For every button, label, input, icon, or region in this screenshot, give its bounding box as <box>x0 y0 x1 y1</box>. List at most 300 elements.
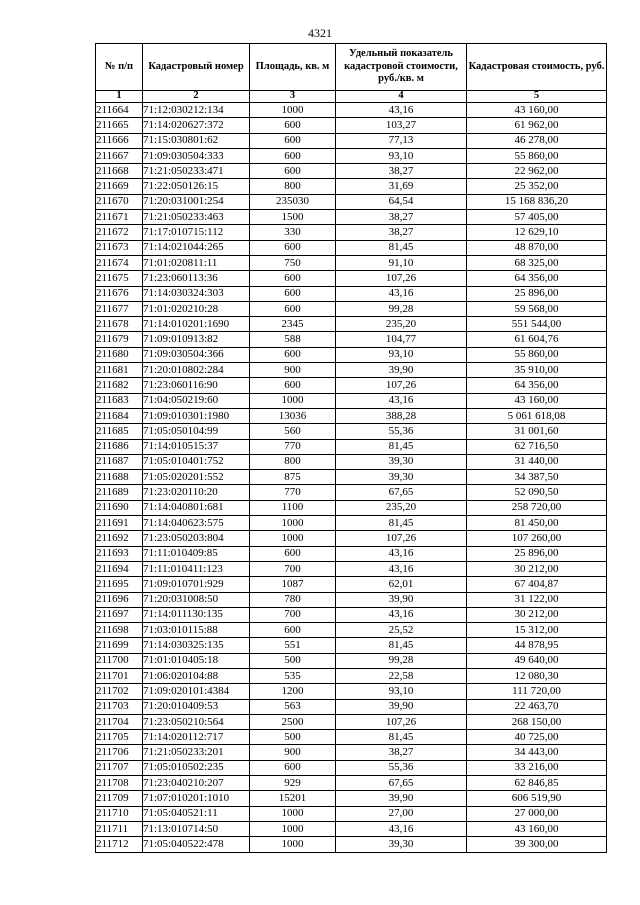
cell-row-number: 211685 <box>96 424 143 439</box>
cell-row-number: 211668 <box>96 164 143 179</box>
table-row <box>96 546 607 561</box>
cell-cadastral-number: 71:14:010201:1690 <box>143 317 250 332</box>
cell-cadastral-value: 22 962,00 <box>467 164 607 179</box>
cell-cadastral-number: 71:01:010405:18 <box>143 653 250 668</box>
table-row <box>96 623 607 638</box>
table-row <box>96 454 607 469</box>
cell-row-number: 211691 <box>96 516 143 531</box>
cell-specific-value: 39,90 <box>336 592 467 607</box>
cell-row-number: 211670 <box>96 194 143 209</box>
cell-area: 600 <box>250 118 336 133</box>
cell-area: 13036 <box>250 408 336 423</box>
cell-cadastral-value: 25 896,00 <box>467 286 607 301</box>
cell-cadastral-number: 71:14:011130:135 <box>143 607 250 622</box>
cell-specific-value: 93,10 <box>336 684 467 699</box>
cell-specific-value: 81,45 <box>336 240 467 255</box>
cell-cadastral-value: 15 312,00 <box>467 623 607 638</box>
table-row <box>96 332 607 347</box>
cell-row-number: 211677 <box>96 301 143 316</box>
table-row <box>96 699 607 714</box>
cell-cadastral-value: 31 001,60 <box>467 424 607 439</box>
cell-specific-value: 25,52 <box>336 623 467 638</box>
cell-area: 235030 <box>250 194 336 209</box>
cell-cadastral-number: 71:09:010913:82 <box>143 332 250 347</box>
cell-row-number: 211700 <box>96 653 143 668</box>
cell-cadastral-number: 71:07:010201:1010 <box>143 791 250 806</box>
cell-row-number: 211712 <box>96 837 143 852</box>
cell-area: 929 <box>250 776 336 791</box>
cell-cadastral-value: 34 443,00 <box>467 745 607 760</box>
table-row <box>96 424 607 439</box>
table-row <box>96 164 607 179</box>
cell-area: 1000 <box>250 821 336 836</box>
table-row <box>96 118 607 133</box>
cell-area: 1200 <box>250 684 336 699</box>
cell-cadastral-number: 71:22:050126:15 <box>143 179 250 194</box>
table-row <box>96 347 607 362</box>
table-row <box>96 531 607 546</box>
cell-area: 535 <box>250 668 336 683</box>
cell-specific-value: 77,13 <box>336 133 467 148</box>
cell-cadastral-number: 71:14:010515:37 <box>143 439 250 454</box>
cell-cadastral-number: 71:06:020104:88 <box>143 668 250 683</box>
table-row <box>96 439 607 454</box>
cell-cadastral-number: 71:20:010409:53 <box>143 699 250 714</box>
table-row <box>96 133 607 148</box>
cell-area: 563 <box>250 699 336 714</box>
cell-area: 600 <box>250 347 336 362</box>
cell-cadastral-number: 71:09:020101:4384 <box>143 684 250 699</box>
header-cadastral-number: Кадастровый номер <box>143 44 250 91</box>
table-row <box>96 653 607 668</box>
cell-specific-value: 81,45 <box>336 516 467 531</box>
table-row <box>96 363 607 378</box>
cell-specific-value: 67,65 <box>336 485 467 500</box>
table-row <box>96 760 607 775</box>
table-body <box>96 103 607 853</box>
cell-cadastral-number: 71:14:020112:717 <box>143 730 250 745</box>
cell-cadastral-number: 71:14:021044:265 <box>143 240 250 255</box>
cell-specific-value: 43,16 <box>336 286 467 301</box>
cell-cadastral-number: 71:14:030324:303 <box>143 286 250 301</box>
cell-cadastral-value: 39 300,00 <box>467 837 607 852</box>
cell-specific-value: 99,28 <box>336 301 467 316</box>
cell-cadastral-value: 44 878,95 <box>467 638 607 653</box>
cell-specific-value: 43,16 <box>336 607 467 622</box>
cell-area: 588 <box>250 332 336 347</box>
cell-cadastral-value: 81 450,00 <box>467 516 607 531</box>
cell-cadastral-number: 71:14:040623:575 <box>143 516 250 531</box>
cell-cadastral-value: 48 870,00 <box>467 240 607 255</box>
cell-row-number: 211678 <box>96 317 143 332</box>
cell-cadastral-value: 34 387,50 <box>467 470 607 485</box>
cell-area: 900 <box>250 363 336 378</box>
cell-cadastral-number: 71:09:010301:1980 <box>143 408 250 423</box>
cell-cadastral-value: 35 910,00 <box>467 363 607 378</box>
cell-row-number: 211704 <box>96 714 143 729</box>
table-row <box>96 317 607 332</box>
column-number: 1 <box>96 91 143 103</box>
cell-specific-value: 39,90 <box>336 699 467 714</box>
cell-specific-value: 43,16 <box>336 393 467 408</box>
cell-cadastral-value: 5 061 618,08 <box>467 408 607 423</box>
cell-cadastral-value: 46 278,00 <box>467 133 607 148</box>
cell-row-number: 211669 <box>96 179 143 194</box>
cell-cadastral-value: 64 356,00 <box>467 271 607 286</box>
table-row <box>96 776 607 791</box>
cell-cadastral-value: 12 629,10 <box>467 225 607 240</box>
cell-cadastral-value: 52 090,50 <box>467 485 607 500</box>
cell-row-number: 211711 <box>96 821 143 836</box>
table-row <box>96 271 607 286</box>
cell-cadastral-value: 30 212,00 <box>467 607 607 622</box>
cell-cadastral-value: 258 720,00 <box>467 500 607 515</box>
column-number-row <box>96 91 607 103</box>
cell-row-number: 211694 <box>96 561 143 576</box>
cell-specific-value: 55,36 <box>336 424 467 439</box>
cell-cadastral-number: 71:23:050203:804 <box>143 531 250 546</box>
cell-area: 800 <box>250 179 336 194</box>
cell-row-number: 211679 <box>96 332 143 347</box>
table-row <box>96 301 607 316</box>
cell-cadastral-value: 43 160,00 <box>467 821 607 836</box>
table-row <box>96 806 607 821</box>
cell-row-number: 211673 <box>96 240 143 255</box>
table-row <box>96 485 607 500</box>
cell-area: 900 <box>250 745 336 760</box>
cell-specific-value: 235,20 <box>336 500 467 515</box>
cell-area: 1100 <box>250 500 336 515</box>
cell-specific-value: 388,28 <box>336 408 467 423</box>
cell-specific-value: 43,16 <box>336 546 467 561</box>
cell-cadastral-value: 64 356,00 <box>467 378 607 393</box>
table-row <box>96 225 607 240</box>
cell-cadastral-value: 12 080,30 <box>467 668 607 683</box>
cell-row-number: 211701 <box>96 668 143 683</box>
table-row <box>96 607 607 622</box>
cell-area: 770 <box>250 439 336 454</box>
cell-cadastral-number: 71:12:030212:134 <box>143 103 250 118</box>
cell-area: 600 <box>250 286 336 301</box>
cell-cadastral-number: 71:20:010802:284 <box>143 363 250 378</box>
cell-specific-value: 38,27 <box>336 210 467 225</box>
header-specific-value: Удельный показатель кадастровой стоимости, руб./кв. м <box>336 44 467 91</box>
cell-cadastral-number: 71:05:040521:11 <box>143 806 250 821</box>
cell-specific-value: 62,01 <box>336 577 467 592</box>
table-row <box>96 240 607 255</box>
cell-cadastral-number: 71:05:010401:752 <box>143 454 250 469</box>
cell-cadastral-number: 71:05:040522:478 <box>143 837 250 852</box>
cell-row-number: 211674 <box>96 255 143 270</box>
cell-cadastral-number: 71:23:060113:36 <box>143 271 250 286</box>
cell-area: 1000 <box>250 837 336 852</box>
cell-cadastral-value: 62 846,85 <box>467 776 607 791</box>
cell-cadastral-number: 71:15:030801:62 <box>143 133 250 148</box>
cell-cadastral-value: 31 440,00 <box>467 454 607 469</box>
cell-cadastral-number: 71:01:020811:11 <box>143 255 250 270</box>
table-row <box>96 194 607 209</box>
cell-row-number: 211690 <box>96 500 143 515</box>
cell-specific-value: 67,65 <box>336 776 467 791</box>
table-row <box>96 821 607 836</box>
table-row <box>96 592 607 607</box>
cell-area: 2345 <box>250 317 336 332</box>
cell-area: 600 <box>250 240 336 255</box>
header-cadastral-value: Кадастровая стоимость, руб. <box>467 44 607 91</box>
cell-cadastral-number: 71:09:030504:366 <box>143 347 250 362</box>
cell-area: 700 <box>250 607 336 622</box>
cell-cadastral-value: 67 404,87 <box>467 577 607 592</box>
cell-cadastral-value: 551 544,00 <box>467 317 607 332</box>
table-row <box>96 516 607 531</box>
cell-specific-value: 107,26 <box>336 378 467 393</box>
cell-cadastral-value: 43 160,00 <box>467 103 607 118</box>
cell-cadastral-number: 71:14:030325:135 <box>143 638 250 653</box>
cell-area: 1500 <box>250 210 336 225</box>
cell-cadastral-value: 57 405,00 <box>467 210 607 225</box>
cell-area: 600 <box>250 164 336 179</box>
cell-area: 600 <box>250 760 336 775</box>
cell-cadastral-value: 55 860,00 <box>467 148 607 163</box>
cell-specific-value: 43,16 <box>336 561 467 576</box>
cell-row-number: 211710 <box>96 806 143 821</box>
cell-area: 600 <box>250 546 336 561</box>
cell-row-number: 211705 <box>96 730 143 745</box>
cell-cadastral-number: 71:21:050233:471 <box>143 164 250 179</box>
cell-area: 2500 <box>250 714 336 729</box>
cell-row-number: 211699 <box>96 638 143 653</box>
cell-specific-value: 103,27 <box>336 118 467 133</box>
cell-area: 1087 <box>250 577 336 592</box>
cell-cadastral-number: 71:09:030504:333 <box>143 148 250 163</box>
cell-row-number: 211686 <box>96 439 143 454</box>
cell-cadastral-value: 111 720,00 <box>467 684 607 699</box>
cell-cadastral-value: 33 216,00 <box>467 760 607 775</box>
cell-area: 1000 <box>250 516 336 531</box>
cell-area: 600 <box>250 148 336 163</box>
cell-cadastral-number: 71:03:010115:88 <box>143 623 250 638</box>
cell-specific-value: 43,16 <box>336 821 467 836</box>
cell-row-number: 211708 <box>96 776 143 791</box>
cell-cadastral-number: 71:05:020201:552 <box>143 470 250 485</box>
cell-row-number: 211682 <box>96 378 143 393</box>
cell-specific-value: 43,16 <box>336 103 467 118</box>
cell-cadastral-value: 59 568,00 <box>467 301 607 316</box>
cell-cadastral-value: 22 463,70 <box>467 699 607 714</box>
cell-area: 1000 <box>250 393 336 408</box>
column-number: 2 <box>143 91 250 103</box>
cell-area: 600 <box>250 301 336 316</box>
table-row <box>96 500 607 515</box>
cell-specific-value: 104,77 <box>336 332 467 347</box>
column-number: 4 <box>336 91 467 103</box>
cell-cadastral-value: 606 519,90 <box>467 791 607 806</box>
cell-cadastral-value: 40 725,00 <box>467 730 607 745</box>
table-row <box>96 378 607 393</box>
cell-row-number: 211706 <box>96 745 143 760</box>
table-row <box>96 179 607 194</box>
cell-area: 800 <box>250 454 336 469</box>
cell-cadastral-number: 71:04:050219:60 <box>143 393 250 408</box>
cell-area: 700 <box>250 561 336 576</box>
cell-area: 750 <box>250 255 336 270</box>
table-row <box>96 393 607 408</box>
cell-area: 770 <box>250 485 336 500</box>
cell-cadastral-number: 71:14:020627:372 <box>143 118 250 133</box>
cell-cadastral-value: 49 640,00 <box>467 653 607 668</box>
cell-row-number: 211702 <box>96 684 143 699</box>
cell-cadastral-value: 68 325,00 <box>467 255 607 270</box>
cell-cadastral-number: 71:21:050233:201 <box>143 745 250 760</box>
table-row <box>96 668 607 683</box>
cell-specific-value: 93,10 <box>336 148 467 163</box>
column-number: 5 <box>467 91 607 103</box>
cell-row-number: 211671 <box>96 210 143 225</box>
table-row <box>96 561 607 576</box>
cell-row-number: 211680 <box>96 347 143 362</box>
cell-cadastral-number: 71:09:010701:929 <box>143 577 250 592</box>
cell-cadastral-value: 31 122,00 <box>467 592 607 607</box>
cell-cadastral-number: 71:20:031008:50 <box>143 592 250 607</box>
column-number: 3 <box>250 91 336 103</box>
table-row <box>96 577 607 592</box>
cell-specific-value: 31,69 <box>336 179 467 194</box>
cell-row-number: 211703 <box>96 699 143 714</box>
cell-cadastral-value: 25 896,00 <box>467 546 607 561</box>
cell-area: 500 <box>250 653 336 668</box>
cell-cadastral-number: 71:11:010409:85 <box>143 546 250 561</box>
cell-cadastral-value: 61 962,00 <box>467 118 607 133</box>
cell-specific-value: 55,36 <box>336 760 467 775</box>
cell-area: 330 <box>250 225 336 240</box>
table-row <box>96 730 607 745</box>
cell-specific-value: 39,30 <box>336 470 467 485</box>
cell-specific-value: 91,10 <box>336 255 467 270</box>
cell-cadastral-value: 268 150,00 <box>467 714 607 729</box>
cell-area: 1000 <box>250 103 336 118</box>
cell-cadastral-value: 25 352,00 <box>467 179 607 194</box>
cell-specific-value: 39,30 <box>336 454 467 469</box>
cell-cadastral-number: 71:05:010502:235 <box>143 760 250 775</box>
cell-cadastral-number: 71:23:020110:20 <box>143 485 250 500</box>
cell-cadastral-number: 71:14:040801:681 <box>143 500 250 515</box>
table-row <box>96 791 607 806</box>
table-row <box>96 103 607 118</box>
cell-cadastral-number: 71:23:050210:564 <box>143 714 250 729</box>
cell-row-number: 211707 <box>96 760 143 775</box>
cell-row-number: 211692 <box>96 531 143 546</box>
cell-cadastral-value: 27 000,00 <box>467 806 607 821</box>
cell-row-number: 211693 <box>96 546 143 561</box>
cell-cadastral-value: 107 260,00 <box>467 531 607 546</box>
cell-specific-value: 107,26 <box>336 531 467 546</box>
cell-row-number: 211698 <box>96 623 143 638</box>
cell-row-number: 211672 <box>96 225 143 240</box>
cell-specific-value: 27,00 <box>336 806 467 821</box>
cell-area: 551 <box>250 638 336 653</box>
table-row <box>96 470 607 485</box>
cell-specific-value: 99,28 <box>336 653 467 668</box>
cell-row-number: 211688 <box>96 470 143 485</box>
cell-specific-value: 235,20 <box>336 317 467 332</box>
cadastral-table <box>95 43 607 853</box>
table-row <box>96 745 607 760</box>
page-number: 4321 <box>308 26 332 40</box>
cell-cadastral-number: 71:13:010714:50 <box>143 821 250 836</box>
cell-cadastral-value: 62 716,50 <box>467 439 607 454</box>
table-row <box>96 684 607 699</box>
cell-specific-value: 107,26 <box>336 714 467 729</box>
cell-row-number: 211696 <box>96 592 143 607</box>
cell-specific-value: 107,26 <box>336 271 467 286</box>
cell-area: 15201 <box>250 791 336 806</box>
cell-area: 780 <box>250 592 336 607</box>
cell-row-number: 211665 <box>96 118 143 133</box>
cell-specific-value: 38,27 <box>336 745 467 760</box>
cell-row-number: 211675 <box>96 271 143 286</box>
cell-specific-value: 39,90 <box>336 363 467 378</box>
cell-cadastral-number: 71:11:010411:123 <box>143 561 250 576</box>
table-row <box>96 638 607 653</box>
table-row <box>96 148 607 163</box>
cell-specific-value: 64,54 <box>336 194 467 209</box>
cell-area: 500 <box>250 730 336 745</box>
cell-area: 1000 <box>250 531 336 546</box>
cell-area: 875 <box>250 470 336 485</box>
cell-row-number: 211676 <box>96 286 143 301</box>
cell-cadastral-value: 55 860,00 <box>467 347 607 362</box>
cell-cadastral-number: 71:01:020210:28 <box>143 301 250 316</box>
cell-row-number: 211681 <box>96 363 143 378</box>
table-row <box>96 210 607 225</box>
table-row <box>96 837 607 852</box>
cell-area: 600 <box>250 378 336 393</box>
cell-row-number: 211683 <box>96 393 143 408</box>
cell-row-number: 211667 <box>96 148 143 163</box>
cell-area: 600 <box>250 271 336 286</box>
cell-specific-value: 22,58 <box>336 668 467 683</box>
cell-row-number: 211695 <box>96 577 143 592</box>
cell-cadastral-value: 61 604,76 <box>467 332 607 347</box>
header-area: Площадь, кв. м <box>250 44 336 91</box>
table-row <box>96 255 607 270</box>
cell-row-number: 211697 <box>96 607 143 622</box>
table-row <box>96 714 607 729</box>
cell-specific-value: 38,27 <box>336 164 467 179</box>
cell-cadastral-value: 43 160,00 <box>467 393 607 408</box>
table-row <box>96 286 607 301</box>
header-row <box>96 44 607 91</box>
cell-cadastral-number: 71:23:060116:90 <box>143 378 250 393</box>
cell-cadastral-number: 71:05:050104:99 <box>143 424 250 439</box>
cell-specific-value: 39,90 <box>336 791 467 806</box>
cell-cadastral-value: 15 168 836,20 <box>467 194 607 209</box>
cell-cadastral-number: 71:17:010715:112 <box>143 225 250 240</box>
cell-specific-value: 38,27 <box>336 225 467 240</box>
cell-area: 600 <box>250 133 336 148</box>
header-row-number: № п/п <box>96 44 143 91</box>
cell-row-number: 211687 <box>96 454 143 469</box>
cell-row-number: 211709 <box>96 791 143 806</box>
cell-specific-value: 81,45 <box>336 730 467 745</box>
cell-row-number: 211664 <box>96 103 143 118</box>
cell-specific-value: 39,30 <box>336 837 467 852</box>
cell-row-number: 211666 <box>96 133 143 148</box>
cell-cadastral-number: 71:20:031001:254 <box>143 194 250 209</box>
cell-area: 600 <box>250 623 336 638</box>
cell-cadastral-value: 30 212,00 <box>467 561 607 576</box>
cell-specific-value: 81,45 <box>336 439 467 454</box>
